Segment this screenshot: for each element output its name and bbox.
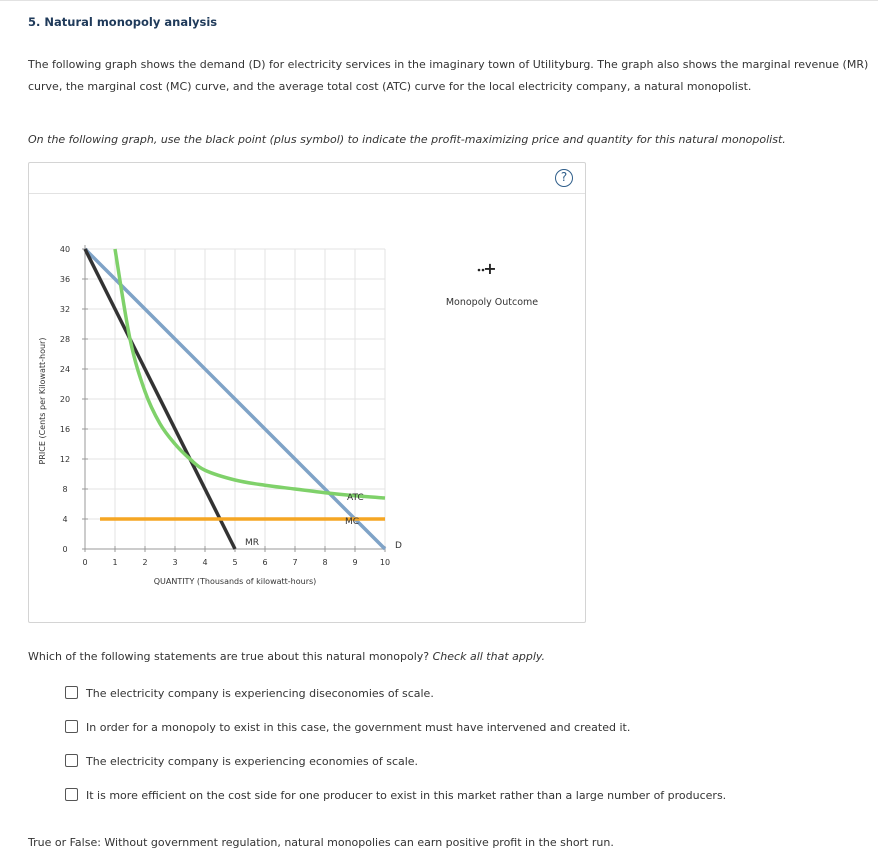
x-tick-label: 8: [322, 558, 328, 567]
checkbox[interactable]: [65, 754, 78, 767]
x-tick-label: 0: [82, 558, 88, 567]
y-tick-label: 40: [59, 245, 71, 254]
x-tick-label: 1: [112, 558, 118, 567]
help-icon[interactable]: ?: [555, 169, 573, 187]
plus-point-icon[interactable]: +: [483, 259, 497, 278]
question-heading: 5. Natural monopoly analysis: [28, 15, 218, 29]
option-label: In order for a monopoly to exist in this case, the government must have intervened and created it.: [86, 721, 631, 734]
option-label: The electricity company is experiencing economies of scale.: [86, 755, 419, 768]
monopoly-outcome-label: Monopoly Outcome: [445, 297, 539, 308]
next-question-text: True or False: Without government regulation, natural monopolies can earn positive profit in the short run.: [28, 836, 614, 849]
point-handle-dot[interactable]: [478, 269, 481, 272]
x-tick-label: 3: [172, 558, 178, 567]
checkbox[interactable]: [65, 788, 78, 801]
y-axis-label: PRICE (Cents per Kilowatt-hour): [38, 337, 47, 465]
d-label: D: [395, 541, 402, 551]
y-tick-label: 20: [59, 395, 71, 404]
y-tick-label: 36: [59, 275, 71, 284]
instruction-text: On the following graph, use the black point (plus symbol) to indicate the profit-maximizing price and quantity for this natural monopolist.: [28, 133, 786, 146]
monopoly-outcome-tool[interactable]: [446, 259, 538, 308]
option-diseconomies[interactable]: [65, 686, 434, 700]
top-rule: [0, 0, 878, 1]
monopoly-graph[interactable]: [29, 163, 585, 622]
x-tick-label: 4: [202, 558, 208, 567]
x-tick-label: 10: [379, 558, 391, 567]
y-tick-label: 16: [59, 425, 71, 434]
intro-paragraph: The following graph shows the demand (D) for electricity services in the imaginary town of Utilityburg. The graph also shows the marginal revenue (MR) curve, the marginal cost (MC) curve, and the average total cost (ATC) curve for the local electricity company, a natural monopolist.: [28, 58, 869, 93]
x-tick-label: 6: [262, 558, 268, 567]
x-axis-label: QUANTITY (Thousands of kilowatt-hours): [153, 577, 317, 586]
atc-curve: [115, 249, 385, 498]
option-label: It is more efficient on the cost side for one producer to exist in this market rather than a large number of producers.: [86, 789, 727, 802]
option-efficient-one-producer[interactable]: [65, 788, 726, 802]
mc-label: MC: [345, 517, 360, 527]
y-tick-label: 28: [59, 335, 71, 344]
y-tick-label: 32: [59, 305, 71, 314]
x-tick-label: 9: [352, 558, 358, 567]
option-government-created[interactable]: [65, 720, 630, 734]
graph-panel: [28, 162, 586, 623]
x-tick-label: 5: [232, 558, 238, 567]
checkbox[interactable]: [65, 720, 78, 733]
y-tick-label: 0: [62, 545, 68, 554]
y-tick-label: 24: [59, 365, 71, 374]
option-economies[interactable]: [65, 754, 418, 768]
x-tick-label: 2: [142, 558, 148, 567]
checkbox[interactable]: [65, 686, 78, 699]
y-tick-label: 8: [62, 485, 68, 494]
option-label: The electricity company is experiencing diseconomies of scale.: [86, 687, 434, 700]
mr-label: MR: [245, 538, 260, 548]
y-tick-label: 12: [59, 455, 71, 464]
question-prompt: [28, 650, 545, 663]
question-hint: Check all that apply.: [432, 650, 546, 663]
question-text: Which of the following statements are true about this natural monopoly?: [28, 650, 430, 663]
atc-label: ATC: [347, 493, 364, 503]
y-tick-label: 4: [62, 515, 68, 524]
x-tick-label: 7: [292, 558, 298, 567]
